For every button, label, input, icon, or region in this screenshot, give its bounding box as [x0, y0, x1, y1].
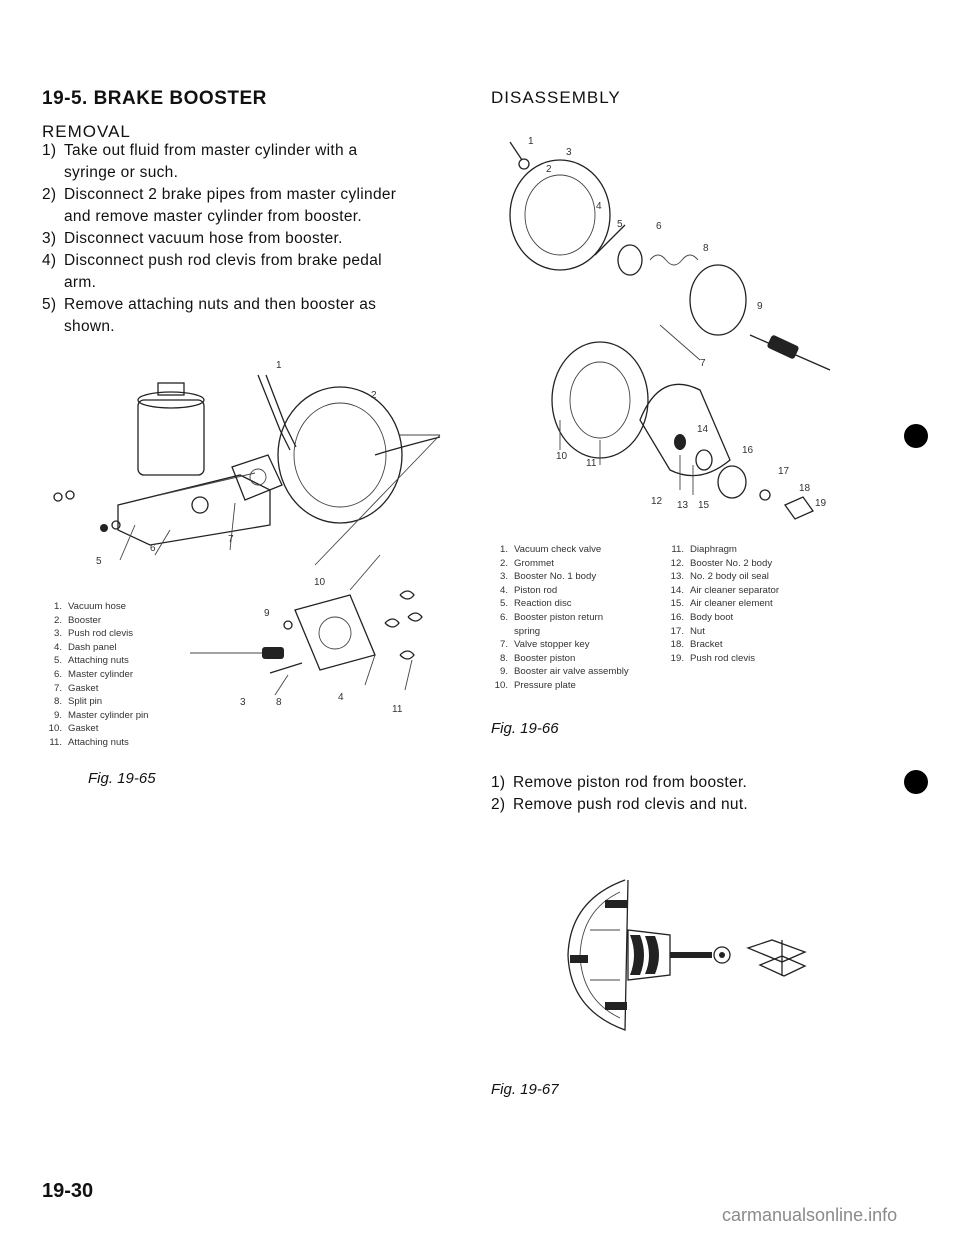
step-2: 2) Remove push rod clevis and nut.: [491, 796, 749, 813]
step-4: 4) Disconnect push rod clevis from brake pedal: [42, 252, 382, 269]
callout-12: 12: [651, 496, 663, 507]
callout-10: 10: [314, 577, 326, 588]
callout-16: 16: [742, 445, 754, 456]
margin-bullet: [904, 770, 928, 794]
legend-item: 11. Attaching nuts: [49, 736, 129, 748]
callout-2: 2: [546, 164, 552, 175]
legend-item: 7. Gasket: [53, 682, 99, 694]
legend-item: 3. Push rod clevis: [53, 628, 134, 640]
fig-19-65-caption: Fig. 19-65: [88, 770, 156, 787]
callout-2: 2: [371, 390, 377, 401]
legend-item: 12. Booster No. 2 body: [670, 557, 773, 569]
fig-19-66-legend-col1: [488, 543, 629, 693]
callout-11: 11: [392, 704, 403, 715]
callout-13: 13: [677, 500, 689, 511]
legend-item: 19. Push rod clevis: [670, 652, 756, 664]
legend-item: 17. Nut: [670, 625, 705, 637]
legend-item: 2. Booster: [53, 614, 102, 626]
legend-item: 3. Booster No. 1 body: [499, 571, 597, 583]
legend-item: 11. Diaphragm: [671, 544, 737, 555]
legend-item: 9. Booster air valve assembly: [499, 666, 629, 678]
removal-heading: REMOVAL: [42, 122, 131, 141]
fig-19-67-illustration: [550, 870, 840, 1035]
callout-7: 7: [700, 358, 706, 369]
booster-piston-shape: [690, 265, 746, 335]
step-5: 5) Remove attaching nuts and then booster as: [42, 296, 377, 313]
page-number: 19-30: [42, 1180, 94, 1202]
legend-item: 9. Master cylinder pin: [53, 709, 149, 721]
callout-11: 11: [586, 458, 597, 469]
fig-19-66-legend-col2: [664, 543, 779, 665]
step-1: 1) Remove piston rod from booster.: [491, 774, 748, 791]
disassembly-steps: [491, 772, 891, 816]
callout-18: 18: [799, 483, 811, 494]
step-3: 3) Disconnect vacuum hose from booster.: [42, 230, 343, 247]
removal-steps: 1) Take out fluid from master cylinder with a syringe or such. 2) Disconnect 2 brake pipes from master cylinder and remove master cylinder from booster. 3) Disconnect vacuum hose from booster. 4) Disconnect push rod clevis from brake pedal arm. 5) Remove attaching nuts and then booster as shown.: [42, 140, 442, 338]
legend-item: 8. Split pin: [53, 696, 103, 708]
fig-19-66-caption: Fig. 19-66: [491, 720, 559, 737]
callout-17: 17: [778, 466, 790, 477]
fig-19-67-caption: Fig. 19-67: [491, 1081, 559, 1098]
disassembly-heading: DISASSEMBLY: [491, 88, 621, 107]
callout-1: 1: [276, 360, 282, 371]
watermark: carmanualsonline.info: [722, 1205, 898, 1225]
legend-item: 10. Pressure plate: [494, 679, 576, 691]
reservoir-shape: [138, 400, 204, 475]
legend-item: 4. Piston rod: [499, 584, 558, 596]
legend-item: 1. Vacuum check valve: [499, 544, 602, 555]
legend-item: 6. Booster piston return: [499, 611, 604, 623]
booster-shape: [278, 387, 402, 523]
callout-5: 5: [617, 219, 623, 230]
callout-6: 6: [150, 543, 156, 554]
margin-bullet: [904, 424, 928, 448]
callout-9: 9: [757, 301, 763, 312]
legend-item: 5. Reaction disc: [499, 598, 572, 610]
legend-item: 16. Body boot: [670, 611, 734, 623]
callout-14: 14: [697, 424, 709, 435]
step-2: 2) Disconnect 2 brake pipes from master cylinder: [42, 186, 397, 203]
callout-4: 4: [338, 692, 344, 703]
callout-9: 9: [264, 608, 270, 619]
callout-3: 3: [566, 147, 572, 158]
callout-15: 15: [698, 500, 710, 511]
fig-19-66-illustration: [500, 120, 860, 525]
legend-item: 13. No. 2 body oil seal: [670, 571, 769, 583]
callout-10: 10: [556, 451, 568, 462]
legend-item: 5. Attaching nuts: [53, 655, 129, 667]
callout-3: 3: [240, 697, 246, 708]
callout-1: 1: [528, 136, 534, 147]
callout-7: 7: [228, 534, 234, 545]
legend-item: 6. Master cylinder: [53, 668, 134, 680]
callout-19: 19: [815, 498, 827, 509]
legend-item: 8. Booster piston: [499, 652, 576, 664]
legend-item: 7. Valve stopper key: [499, 639, 590, 651]
callout-4: 4: [596, 201, 602, 212]
legend-item: 10. Gasket: [48, 723, 99, 735]
callout-6: 6: [656, 221, 662, 232]
fig-19-65-legend: [42, 600, 149, 750]
callout-8: 8: [703, 243, 709, 254]
legend-item: 14. Air cleaner separator: [670, 584, 780, 596]
callout-8: 8: [276, 697, 282, 708]
booster-body-2-shape: [640, 384, 730, 475]
dash-panel-shape: [295, 595, 375, 670]
legend-item: 4. Dash panel: [53, 641, 117, 653]
section-title: 19-5. BRAKE BOOSTER: [42, 88, 267, 109]
legend-item: 2. Grommet: [499, 557, 554, 569]
legend-item: 18. Bracket: [670, 639, 723, 651]
legend-item: spring: [514, 625, 541, 637]
legend-item: 1. Vacuum hose: [53, 601, 126, 612]
legend-item: 15. Air cleaner element: [670, 598, 773, 610]
step-1: 1) Take out fluid from master cylinder with a: [42, 142, 358, 159]
callout-5: 5: [96, 556, 102, 567]
